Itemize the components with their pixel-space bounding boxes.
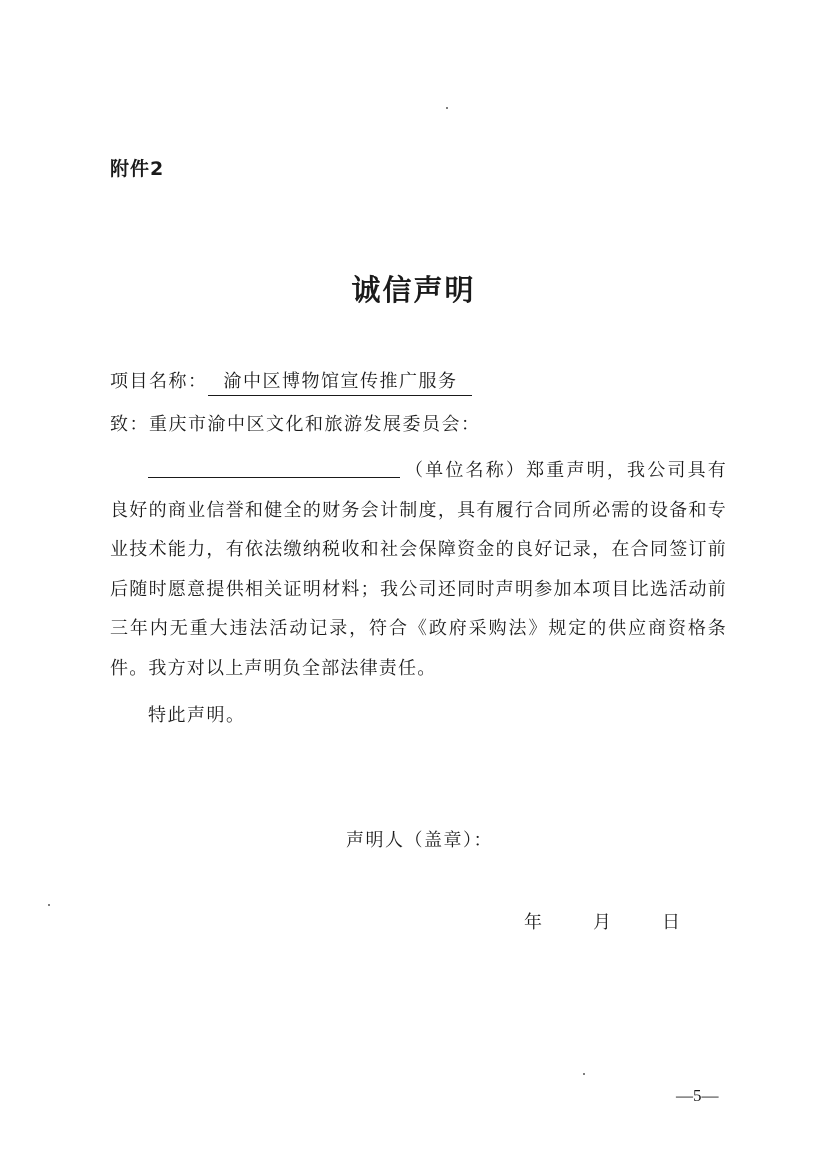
page-number: —5— bbox=[676, 1086, 719, 1105]
project-line bbox=[110, 367, 472, 396]
signer-label: 声明人（盖章）： bbox=[346, 830, 493, 851]
scan-speck bbox=[48, 904, 50, 906]
closing-statement: 特此声明。 bbox=[148, 705, 246, 726]
date-month: 月 bbox=[593, 912, 611, 933]
project-label: 项目名称： bbox=[110, 371, 208, 392]
document-title: 诚信声明 bbox=[351, 273, 476, 307]
date-year: 年 bbox=[524, 912, 542, 933]
date-day: 日 bbox=[662, 912, 680, 933]
scan-speck bbox=[446, 107, 448, 109]
declaration-body bbox=[110, 451, 727, 688]
attachment-label: 附件2 bbox=[110, 158, 165, 180]
addressee: 致：重庆市渝中区文化和旅游发展委员会： bbox=[110, 414, 481, 435]
scan-speck bbox=[583, 1073, 585, 1075]
company-name-blank[interactable] bbox=[148, 457, 400, 478]
declaration-text: （单位名称）郑重声明，我公司具有良好的商业信誉和健全的财务会计制度，具有履行合同所必需的设备和专业技术能力，有依法缴纳税收和社会保障资金的良好记录，在合同签订前后随时愿意提供相关证明材料；我公司还同时声明参加本项目比选活动前三年内无重大违法活动记录，符合《政府采购法》规定的供应商资格条件。我方对以上声明负全部法律责任。 bbox=[110, 460, 727, 679]
project-name: 渝中区博物馆宣传推广服务 bbox=[208, 370, 472, 396]
